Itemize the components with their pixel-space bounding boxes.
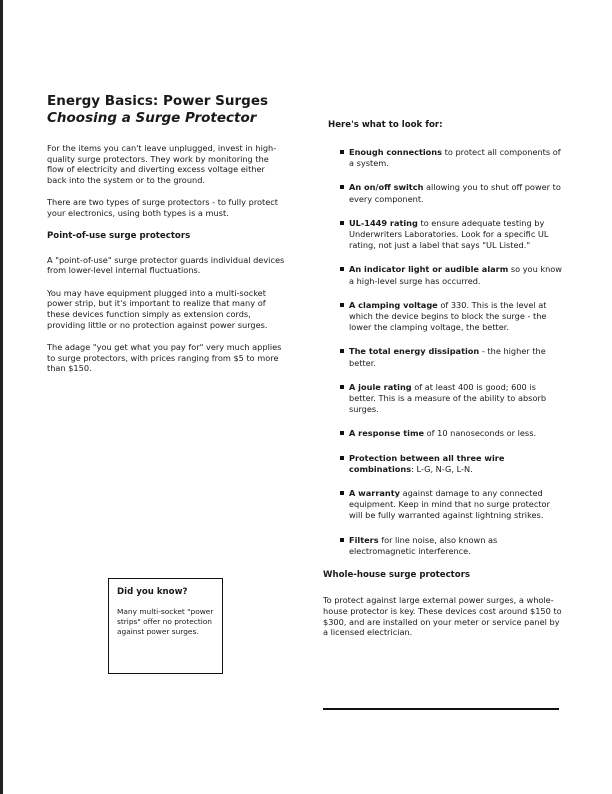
bullet-icon	[340, 431, 344, 435]
bullet-icon	[340, 538, 344, 542]
scan-edge	[0, 0, 3, 794]
whole-house-paragraph: To protect against large external power surges, a whole-house protector is key. These devices cost around $150 to $300, and are installed on your meter or service panel by a licensed electrician.	[323, 595, 562, 638]
item-text: of 330. This is the level at which the device begins to block the surge - the lower the clamping voltage, the better.	[349, 299, 547, 333]
bullet-icon	[340, 349, 344, 353]
bullet-icon	[340, 185, 344, 189]
point-of-use-heading: Point-of-use surge protectors	[47, 230, 191, 241]
list-item	[328, 535, 564, 557]
list-item	[328, 300, 564, 334]
did-you-know-box	[108, 578, 223, 674]
bullet-icon	[340, 150, 344, 154]
item-text: against damage to any connected equipment. Keep in mind that no surge protector will be fully warranted against lightning strikes.	[349, 488, 550, 521]
list-item	[328, 147, 564, 169]
item-key-term: The total energy dissipation	[349, 346, 480, 357]
item-text: - the higher the better.	[349, 346, 546, 368]
list-item	[328, 218, 564, 252]
list-item	[328, 264, 564, 286]
item-key-term: Enough connections	[349, 147, 443, 157]
item-text: for line noise, also known as electromagnetic interference.	[349, 534, 498, 556]
whole-house-heading: Whole-house surge protectors	[323, 570, 471, 581]
bullet-icon	[340, 491, 344, 495]
list-item	[328, 346, 564, 368]
bullet-icon	[340, 267, 344, 271]
item-key-term: A joule rating	[349, 381, 412, 392]
item-text: so you know a high-level surge has occurred.	[349, 264, 562, 286]
did-you-know-text: Many multi-socket "power strips" offer no protection against power surges.	[117, 607, 214, 636]
item-key-term: An on/off switch	[349, 182, 424, 193]
item-key-term: UL-1449 rating	[349, 217, 418, 228]
did-you-know-title: Did you know?	[117, 587, 188, 597]
item-key-term: Protection between all three wire combinations	[349, 452, 505, 474]
point-of-use-paragraph: The adage "you get what you pay for" very much applies to surge protectors, with prices ranging from $5 to more than $150.	[47, 342, 282, 374]
bullet-icon	[340, 221, 344, 225]
item-text: to ensure adequate testing by Underwriters Laboratories. Look for a specific UL rating, not just a label that says "UL Listed."	[349, 217, 549, 251]
right-column	[323, 120, 564, 638]
item-key-term: Filters	[349, 534, 379, 545]
footer-rule	[323, 708, 559, 710]
item-key-term: A clamping voltage	[349, 299, 438, 310]
intro-paragraph: There are two types of surge protectors - to fully protect your electronics, using both types is a must.	[47, 197, 278, 218]
intro-paragraph: For the items you can't leave unplugged, invest in high-quality surge protectors. They work by monitoring the flow of electricity and diverting excess voltage either back into the system or to the ground.	[47, 143, 277, 185]
list-item	[328, 182, 564, 204]
list-item	[328, 428, 564, 439]
bullet-icon	[340, 385, 344, 389]
item-key-term: A warranty	[349, 488, 400, 499]
list-item	[328, 453, 564, 475]
left-column	[47, 93, 285, 386]
item-text: of 10 nanoseconds or less.	[424, 428, 537, 439]
document-subtitle: Choosing a Surge Protector	[47, 110, 257, 126]
item-text: : L-G, N-G, L-N.	[411, 463, 473, 474]
item-key-term: A response time	[349, 428, 425, 439]
list-item	[328, 488, 564, 522]
document-title: Energy Basics: Power Surges	[47, 93, 269, 109]
look-for-heading: Here's what to look for:	[328, 120, 443, 130]
item-text: of at least 400 is good; 600 is better. This is a measure of the ability to absorb surges.	[349, 381, 547, 415]
item-text: to protect all components of a system.	[349, 147, 561, 169]
look-for-list	[328, 147, 564, 557]
list-item	[328, 382, 564, 416]
point-of-use-paragraph: A "point-of-use" surge protector guards individual devices from lower-level internal fluctuations.	[47, 254, 285, 276]
bullet-icon	[340, 303, 344, 307]
item-text: allowing you to shut off power to every component.	[349, 182, 561, 204]
point-of-use-paragraph: You may have equipment plugged into a multi-socket power strip, but it's important to realize that many of these devices function simply as extension cords, providing little or no protection against power surges.	[47, 287, 268, 330]
item-key-term: An indicator light or audible alarm	[349, 264, 509, 275]
bullet-icon	[340, 456, 344, 460]
